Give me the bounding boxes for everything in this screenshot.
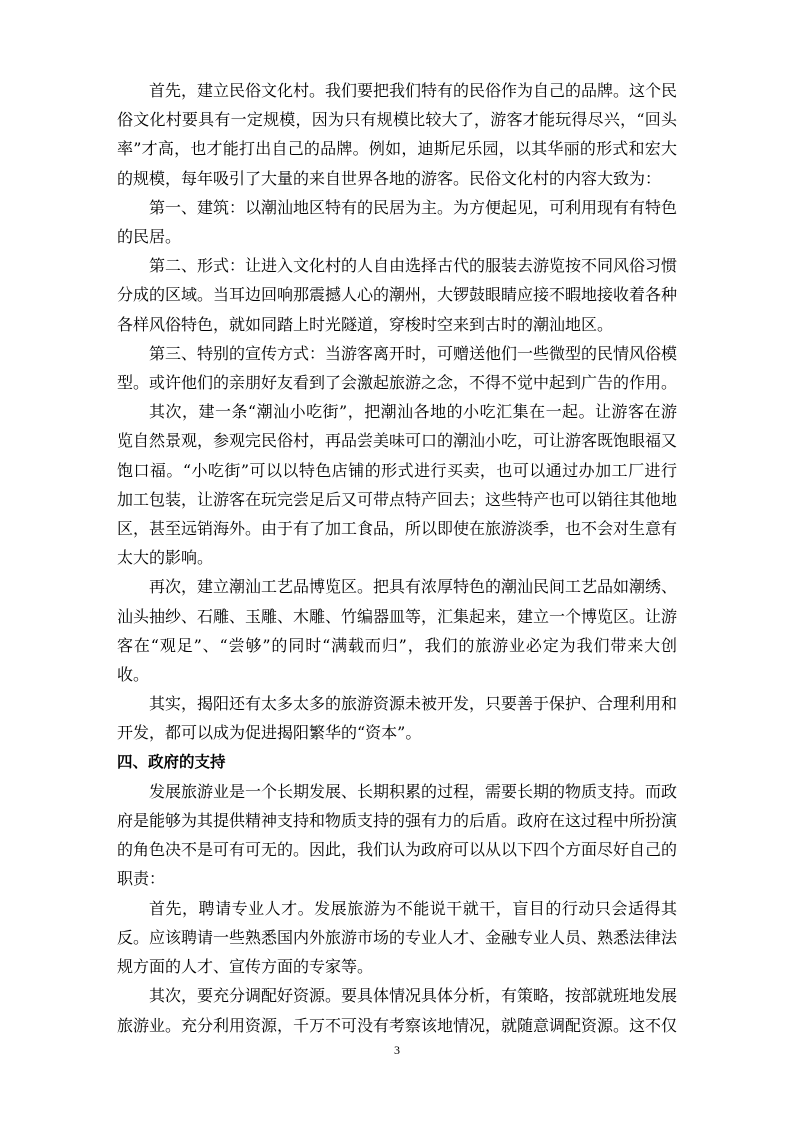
paragraph-talent: 首先，聘请专业人才。发展旅游为不能说干就干，盲目的行动只会适得其反。应该聘请一些熟悉国内外旅游市场的专业人才、金融专业人员、熟悉法律法规方面的人才、宣传方面的专家等。: [117, 898, 678, 977]
paragraph-allocation: 其次，要充分调配好资源。要具体情况具体分析，有策略，按部就班地发展旅游业。充分利用资源，千万不可没有考察该地情况，就随意调配资源。这不仅: [117, 986, 678, 1035]
paragraph-crafts-expo: 再次，建立潮汕工艺品博览区。把具有浓厚特色的潮汕民间工艺品如潮绣、汕头抽纱、石雕、玉雕、木雕、竹编器皿等，汇集起来，建立一个博览区。让游客在“观足”、“尝够”的同时“满载而归”，我们的旅游业必定为我们带来大创收。: [117, 577, 678, 685]
paragraph-government-role: 发展旅游业是一个长期发展、长期积累的过程，需要长期的物质支持。而政府是能够为其提供精神支持和物质支持的强有力的后盾。政府在这过程中所扮演的角色决不是可有可无的。因此，我们认为政府可以从以下四个方面尽好自己的职责：: [117, 781, 678, 889]
page-number: 3: [394, 1043, 400, 1057]
paragraph-form: 第二、形式：让进入文化村的人自由选择古代的服装去游览按不同风俗习惯分成的区域。当耳边回响那震撼人心的潮州，大锣鼓眼睛应接不暇地接收着各种各样风俗特色，就如同踏上时光隧道，穿梭时空来到古时的潮汕地区。: [117, 256, 678, 334]
paragraph-architecture: 第一、建筑：以潮汕地区特有的民居为主。为方便起见，可利用现有有特色的民居。: [117, 197, 678, 247]
paragraph-promotion: 第三、特别的宣传方式：当游客离开时，可赠送他们一些微型的民情风俗模型。或许他们的亲朋好友看到了会激起旅游之念，不得不觉中起到广告的作用。: [117, 343, 678, 393]
section-heading-government: 四、政府的支持: [117, 752, 226, 771]
document-body: [117, 76, 677, 1040]
paragraph-resources: 其实，揭阳还有太多太多的旅游资源未被开发，只要善于保护、合理利用和开发，都可以成为促进揭阳繁华的“资本”。: [117, 694, 678, 743]
paragraph-folk-village: 首先，建立民俗文化村。我们要把我们特有的民俗作为自己的品牌。这个民俗文化村要具有一定规模，因为只有规模比较大了，游客才能玩得尽兴，“回头率”才高，也才能打出自己的品牌。例如，迪斯尼乐园，以其华丽的形式和宏大的规模，每年吸引了大量的来自世界各地的游客。民俗文化村的内容大致为：: [117, 81, 678, 188]
paragraph-snack-street: 其次，建一条“潮汕小吃街”，把潮汕各地的小吃汇集在一起。让游客在游览自然景观，参观完民俗村，再品尝美味可口的潮汕小吃，可让游客既饱眼福又饱口福。“小吃街”可以以特色店铺的形式进行买卖，也可以通过办加工厂进行加工包装，让游客在玩完尝足后又可带点特产回去；这些特产也可以销往其他地区，甚至远销海外。由于有了加工食品，所以即使在旅游淡季，也不会对生意有太大的影响。: [117, 402, 678, 568]
